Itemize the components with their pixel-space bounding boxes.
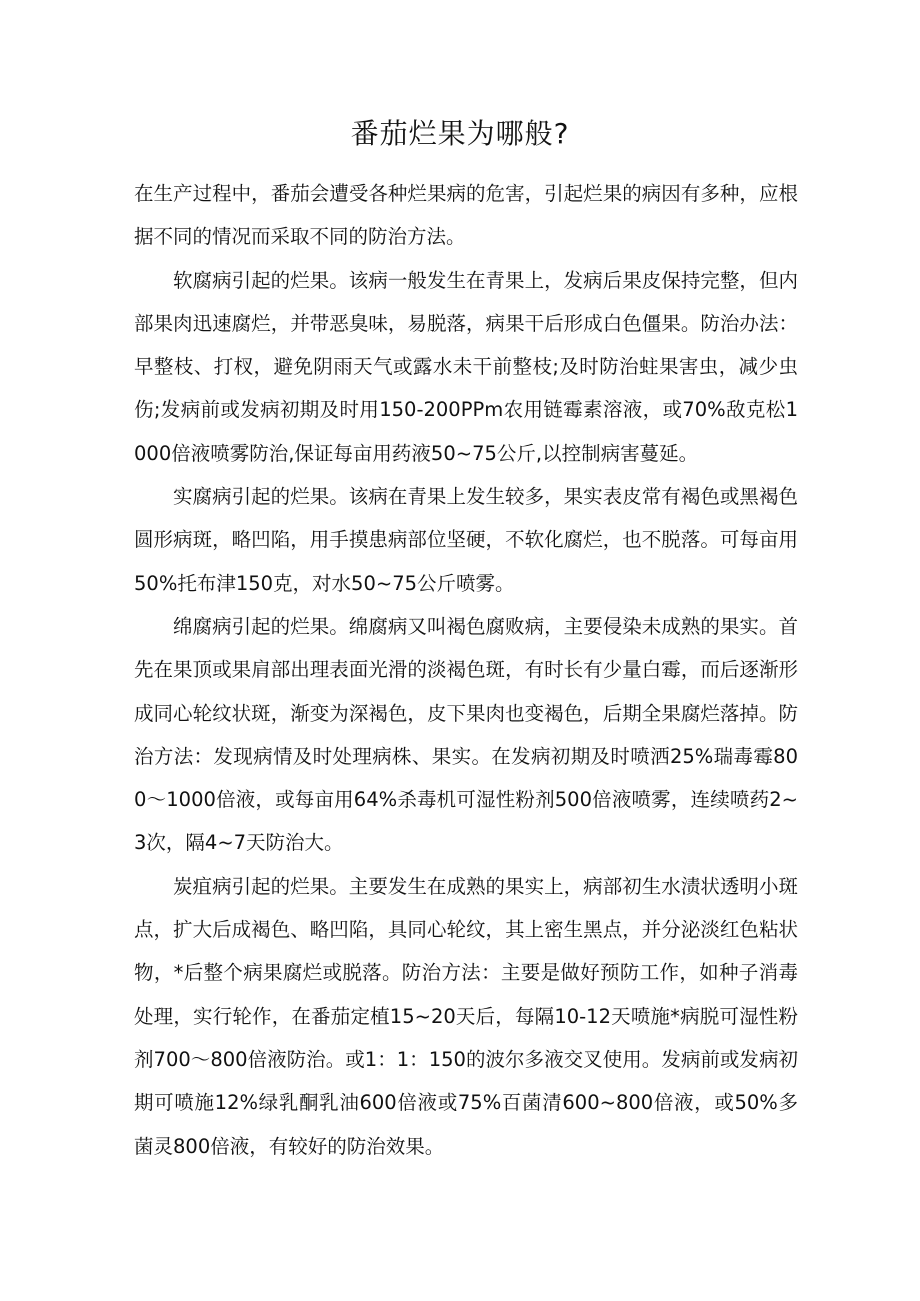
solid-rot-paragraph: 实腐病引起的烂果。该病在青果上发生较多，果实表皮常有褐色或黑褐色圆形病斑，略凹陷，用手摸患病部位坚硬，不软化腐烂，也不脱落。可每亩用50%托布津150克，对水50~75公斤喷雾。 (134, 485, 798, 595)
cottony-rot-paragraph: 绵腐病引起的烂果。绵腐病又叫褐色腐败病，主要侵染未成熟的果实。首先在果顶或果肩部出理表面光滑的淡褐色斑，有时长有少量白霉，而后逐渐形成同心轮纹状斑，渐变为深褐色，皮下果肉也变褐色，后期全果腐烂落掉。防治方法：发现病情及时处理病株、果实。在发病初期及时喷洒25%瑞毒霉800～1000倍液，或每亩用64%杀毒机可湿性粉剂500倍液喷雾，连续喷药2~3次，隔4~7天防治大。 (134, 614, 798, 855)
soft-rot-paragraph: 软腐病引起的烂果。该病一般发生在青果上，发病后果皮保持完整，但内部果肉迅速腐烂，并带恶臭味，易脱落，病果干后形成白色僵果。防治办法：早整枝、打杈，避免阴雨天气或露水未干前整枝;及时防治蛀果害虫，减少虫伤;发病前或发病初期及时用150-200PPm农用链霉素溶液，或70%敌克松1000倍液喷雾防治,保证每亩用药液50~75公斤,以控制病害蔓延。 (134, 268, 798, 465)
document-body (134, 172, 798, 1168)
intro-paragraph: 在生产过程中，番茄会遭受各种烂果病的危害，引起烂果的病因有多种，应根据不同的情况而采取不同的防治方法。 (134, 182, 798, 249)
anthracnose-paragraph: 炭疽病引起的烂果。主要发生在成熟的果实上，病部初生水渍状透明小斑点，扩大后成褐色、略凹陷，具同心轮纹，其上密生黑点，并分泌淡红色粘状物，*后整个病果腐烂或脱落。防治方法：主要是做好预防工作，如种子消毒处理，实行轮作，在番茄定植15~20天后，每隔10-12天喷施*病脱可湿性粉剂700～800倍液防治。或1：1：150的波尔多液交叉使用。发病前或发病初期可喷施12%绿乳酮乳油600倍液或75%百菌清600~800倍液，或50%多菌灵800倍液，有较好的防治效果。 (134, 874, 798, 1158)
page-title: 番茄烂果为哪般? (350, 117, 570, 150)
